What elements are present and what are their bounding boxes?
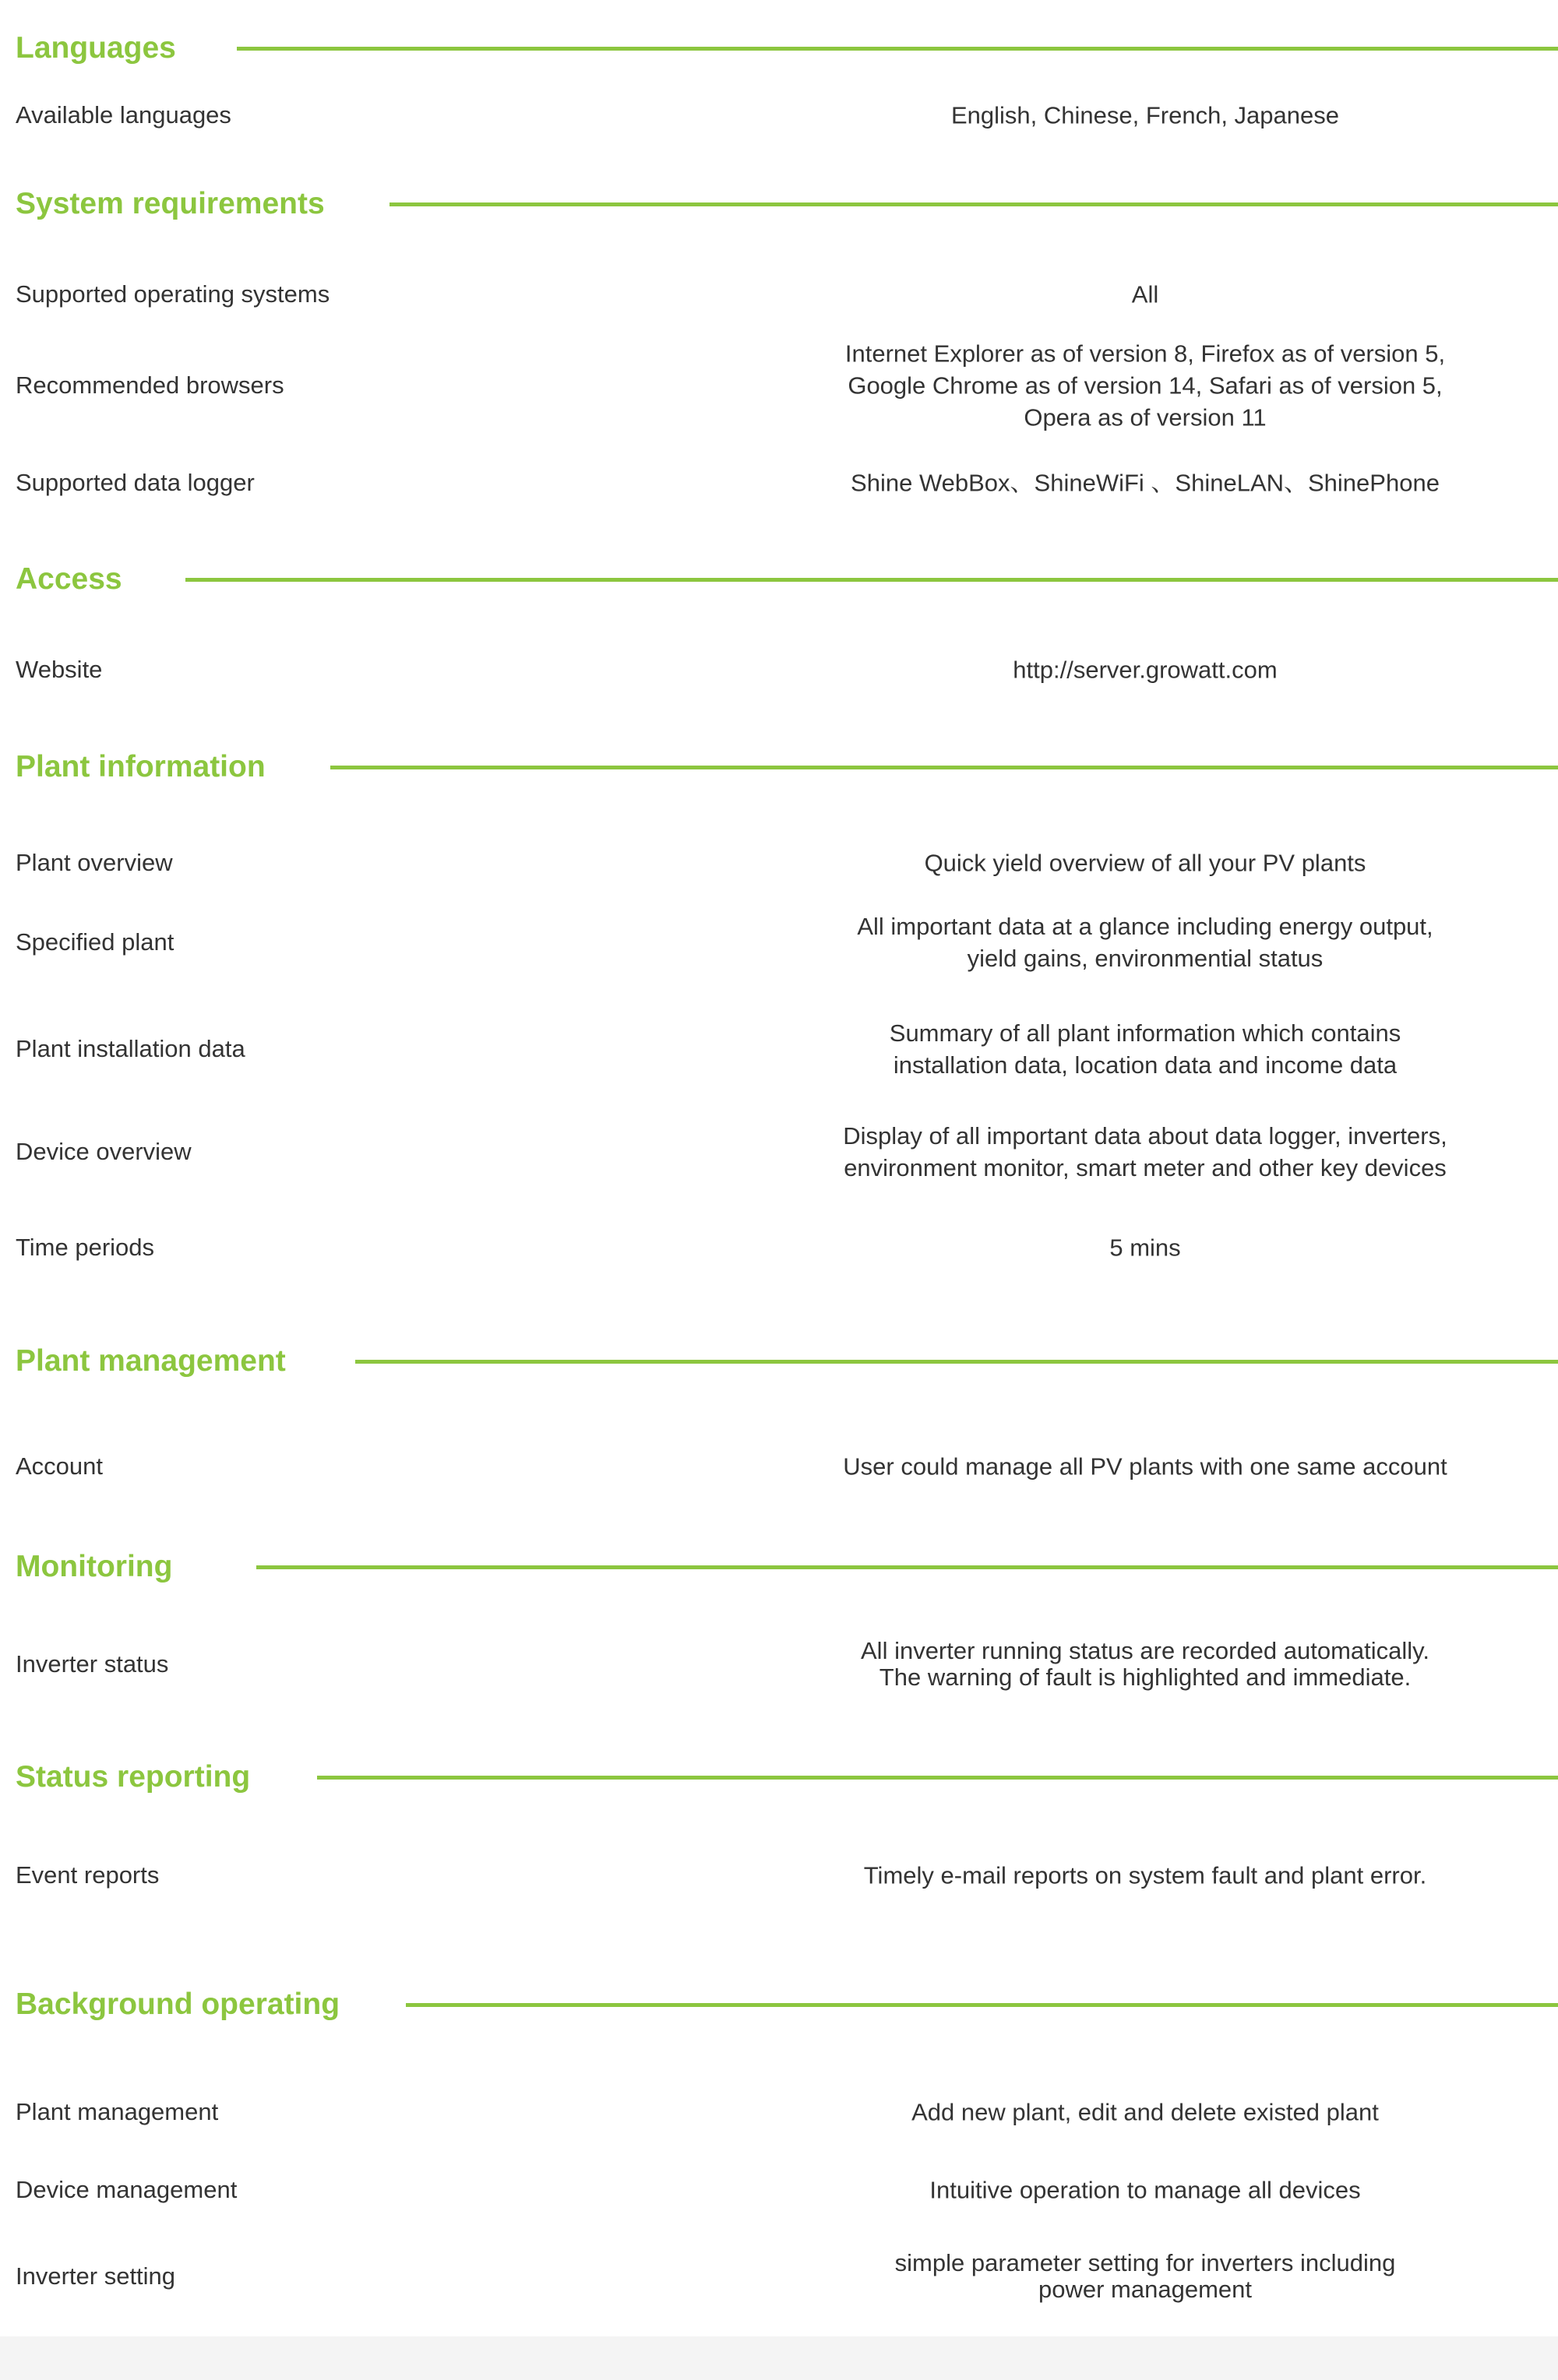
- section-title: Plant management: [16, 1344, 294, 1378]
- spec-row-plant-installation-data: [0, 1014, 1558, 1084]
- spec-row-event-reports: [0, 1852, 1558, 1899]
- row-label: Plant installation data: [16, 1035, 245, 1062]
- footer-band: [0, 2336, 1558, 2380]
- row-label: Website: [16, 656, 103, 683]
- row-label: Plant management: [16, 2098, 219, 2125]
- spec-row-plant-management: [0, 2089, 1558, 2135]
- row-value: English, Chinese, French, Japanese: [950, 101, 1339, 129]
- spec-row-data-logger: [0, 459, 1558, 506]
- section-header-background-operating: [0, 1981, 1558, 2028]
- section-title: Status reporting: [16, 1760, 258, 1794]
- row-value: All: [1131, 280, 1159, 308]
- row-value: simple parameter setting for inverters including power management: [894, 2249, 1396, 2303]
- section-divider: [390, 202, 1558, 206]
- section-divider: [237, 47, 1558, 51]
- section-header-monitoring: [0, 1544, 1558, 1590]
- section-header-languages: [0, 25, 1558, 72]
- section-title: Plant information: [16, 750, 273, 784]
- row-value: Display of all important data about data logger, inverters, environment monitor, smart meter and other key devices: [843, 1122, 1447, 1181]
- row-label: Available languages: [16, 101, 231, 129]
- spec-row-device-overview: [0, 1117, 1558, 1187]
- section-divider: [256, 1565, 1558, 1569]
- spec-row-operating-systems: [0, 271, 1558, 318]
- spec-row-website: [0, 646, 1558, 693]
- section-title: Languages: [16, 31, 184, 65]
- spec-row-specified-plant: [0, 907, 1558, 977]
- row-value: Add new plant, edit and delete existed plant: [911, 2098, 1379, 2126]
- section-divider: [317, 1776, 1558, 1780]
- row-value: Internet Explorer as of version 8, Firefox as of version 5, Google Chrome as of version 14, Safari as of version 5, Opera as of version 11: [844, 340, 1446, 431]
- spec-row-time-periods: [0, 1224, 1558, 1271]
- row-label: Supported operating systems: [16, 280, 330, 308]
- section-title: System requirements: [16, 187, 333, 221]
- spec-row-plant-overview: [0, 840, 1558, 886]
- row-value: http://server.growatt.com: [1013, 656, 1278, 684]
- section-header-plant-information: [0, 744, 1558, 790]
- row-label: Inverter setting: [16, 2262, 176, 2290]
- row-value: Quick yield overview of all your PV plants: [924, 849, 1366, 877]
- section-divider: [185, 578, 1558, 582]
- row-value: 5 mins: [1109, 1234, 1181, 1262]
- section-header-plant-management: [0, 1338, 1558, 1385]
- row-label: Device management: [16, 2176, 238, 2203]
- section-divider: [330, 766, 1558, 769]
- row-value: Summary of all plant information which contains installation data, location data and income data: [889, 1019, 1401, 1079]
- row-label: Event reports: [16, 1861, 160, 1889]
- section-header-access: [0, 556, 1558, 603]
- row-label: Inverter status: [16, 1650, 169, 1678]
- row-value: User could manage all PV plants with one same account: [843, 1452, 1447, 1480]
- row-label: Device overview: [16, 1138, 192, 1165]
- row-label: Supported data logger: [16, 469, 255, 496]
- row-label: Plant overview: [16, 849, 173, 876]
- row-label: Recommended browsers: [16, 371, 284, 399]
- section-header-system-requirements: [0, 181, 1558, 227]
- row-value: Intuitive operation to manage all devices: [929, 2176, 1361, 2204]
- section-title: Background operating: [16, 1987, 347, 2022]
- spec-row-account: [0, 1443, 1558, 1490]
- section-title: Access: [16, 562, 130, 597]
- row-label: Time periods: [16, 1234, 155, 1261]
- row-label: Specified plant: [16, 928, 174, 956]
- row-label: Account: [16, 1452, 104, 1480]
- row-value: Shine WebBox、ShineWiFi 、ShineLAN、ShinePhone: [851, 469, 1440, 497]
- spec-row-browsers: [0, 335, 1558, 436]
- section-divider: [406, 2003, 1558, 2007]
- spec-row-device-management: [0, 2167, 1558, 2213]
- section-divider: [355, 1360, 1558, 1364]
- row-value: All inverter running status are recorded automatically. The warning of fault is highlighted and immediate.: [861, 1637, 1429, 1691]
- row-value: All important data at a glance including energy output, yield gains, environmential status: [857, 913, 1433, 972]
- spec-row-available-languages: [0, 92, 1558, 139]
- spec-row-inverter-status: [0, 1629, 1558, 1699]
- section-title: Monitoring: [16, 1550, 180, 1584]
- spec-row-inverter-setting: [0, 2241, 1558, 2311]
- row-value: Timely e-mail reports on system fault and plant error.: [863, 1861, 1427, 1889]
- section-header-status-reporting: [0, 1754, 1558, 1801]
